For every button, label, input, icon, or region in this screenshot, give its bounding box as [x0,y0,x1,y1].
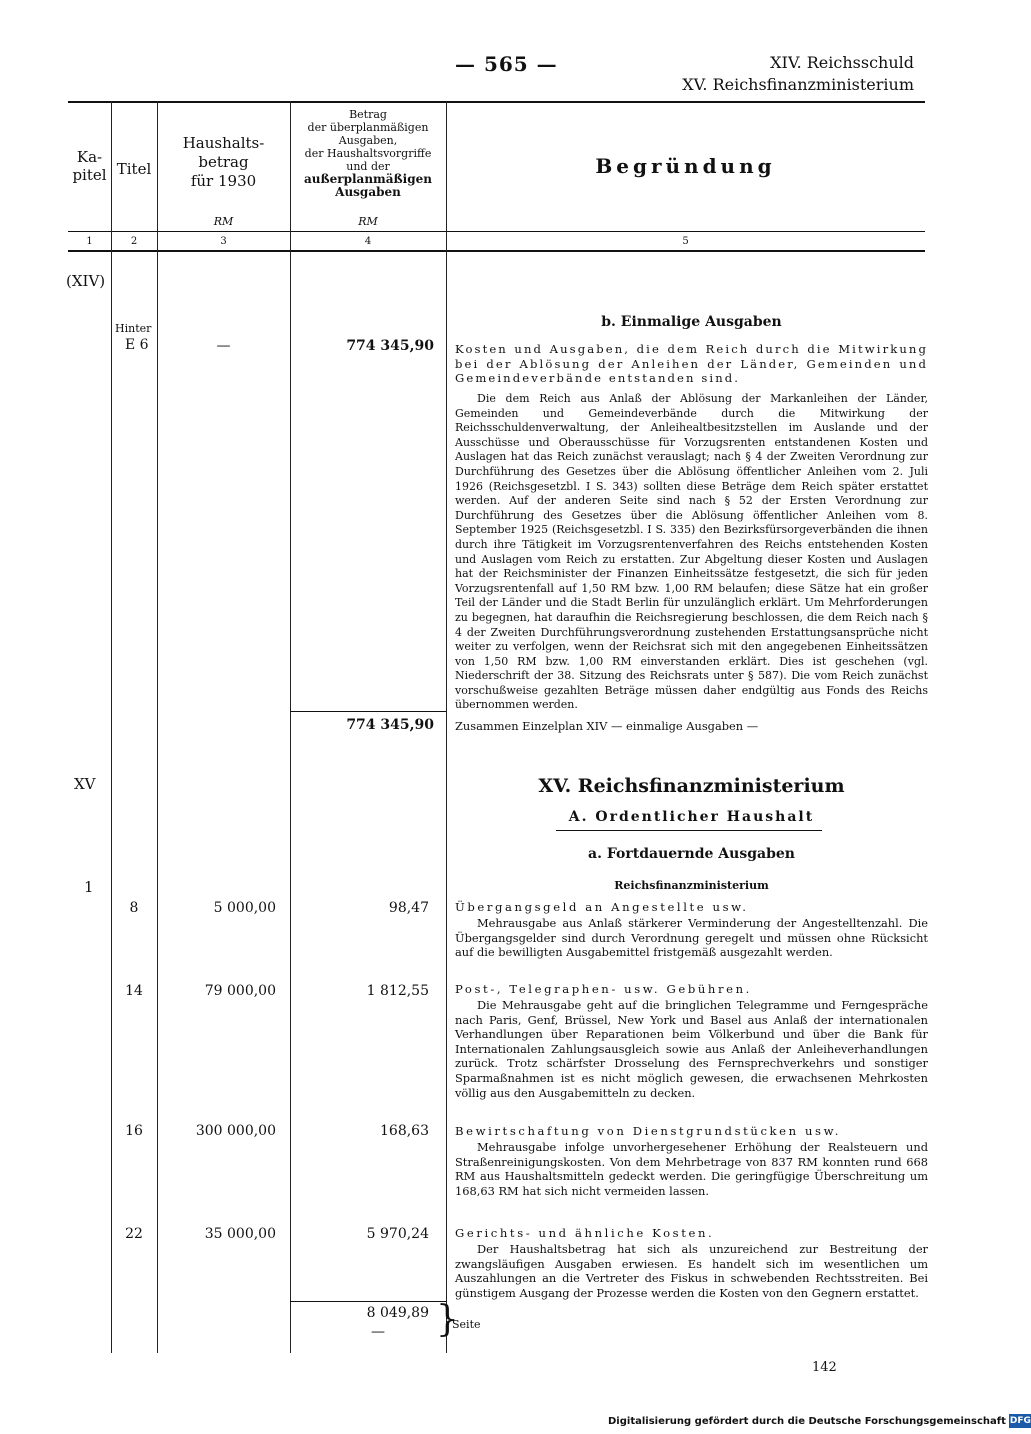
header-chapter-xv: XV. Reichsfinanzministerium [682,75,914,94]
header-bottom-rule [68,231,925,232]
col-header-haushaltsbetrag: Haushalts- betrag für 1930 [182,134,265,190]
sub2-fortdauernde: a. Fortdauernde Ausgaben [588,846,795,862]
row-16-betrag: 300 000,00 [195,1123,276,1139]
titel-e6: E 6 [125,337,149,353]
row-22-lead: Gerichts- und ähnliche Kosten. [455,1226,715,1240]
col-header-titel: Titel [116,160,152,178]
row-16-amount: 168,63 [380,1123,429,1139]
col-header-betrag-unit: RM [358,215,378,228]
row-22-amount: 5 970,24 [366,1226,429,1242]
row-16-lead: Bewirtschaftung von Dienstgrundstücken usw. [455,1124,842,1138]
row-8-lead: Übergangsgeld an Angestellte usw. [455,900,749,914]
row-22-betrag: 35 000,00 [204,1226,276,1242]
page-count: 142 [812,1360,837,1375]
col-divider-2 [157,101,158,1353]
dfg-credit [608,1414,1031,1428]
dfg-logo: DFG [1009,1416,1031,1426]
row-14-titel: 14 [125,983,143,999]
top-rule [68,101,925,103]
col-header-betrag: Betrag der überplanmäßigen Ausgaben, der Haushaltsvorgriffe und der [304,108,432,173]
kapitel-xiv: (XIV) [66,272,106,290]
row-14-body: Die Mehrausgabe geht auf die bringlichen Telegramme und Ferngespräche nach Paris, Genf, Brüssel, New York und Basel aus Anlaß der internationalen Verhandlungen über Reparationen beim Völkerbund und über die Bank für Internationalen Zahlungsausgleich sowie aus Anlaß der Anleiheverhandlungen zurück. Trotz schärfster Drosselung des Fernsprechverkehrs und sonstiger Sparmaßnahmen ist es nicht möglich gewesen, die erwachsenen Mehrkosten völlig aus den Ausgabemitteln zu decken. [455,998,928,1100]
total-rule-xiv [290,711,446,712]
subtotal-dash: — [371,1324,385,1340]
col-number-1: 1 [86,236,93,247]
col-divider-1 [111,101,112,1353]
row-16-body: Mehrausgabe infolge unvorhergesehener Erhöhung der Realsteuern und Straßenreinigungskosten. Von dem Mehrbetrage von 837 RM konnten rund 668 RM aus Haushaltsmitteln gedeckt werden. Die geringfügige Überschreitung um 168,63 RM hat sich nicht vermeiden lassen. [455,1140,928,1198]
col-number-2: 2 [130,236,138,247]
row-14-lead: Post-, Telegraphen- usw. Gebühren. [455,982,752,996]
amount-xiv: 774 345,90 [346,338,434,354]
sub3-reichsfinanzministerium: Reichsfinanzministerium [614,879,769,892]
kapitel-1: 1 [84,878,94,896]
subtotal-rule [290,1301,446,1302]
col-number-5: 5 [682,236,689,247]
subtitle-underline [556,830,822,831]
col-number-4: 4 [364,236,372,247]
row-8-amount: 98,47 [388,900,429,916]
row-8-body: Mehrausgabe aus Anlaß stärkerer Verminderung der Angestelltenzahl. Die Übergangsgelder sind durch Verordnung geregelt und müssen ohne Rücksicht auf die bewilligten Ausgabemittel fristgemäß ausgezahlt werden. [455,916,928,960]
row-8-titel: 8 [129,900,139,916]
credit-text: Digitalisierung gefördert durch die Deutsche Forschungsgemeinschaft [608,1416,1006,1427]
row-22-body: Der Haushaltsbetrag hat sich als unzureichend zur Bestreitung der zwangsläufigen Ausgaben erwiesen. Es handelt sich im wesentlichen um Auszahlungen an die Vertreter des Fiskus in schwebenden Rechtsstreiten. Bei günstigem Ausgang der Prozesse werden die Kosten von den Gegnern erstattet. [455,1242,928,1300]
colnum-rule [68,250,925,252]
row-8-betrag: 5 000,00 [213,900,276,916]
brace-icon: } [436,1299,459,1340]
col-number-3: 3 [220,236,227,247]
subtitle-ordentlicher-haushalt: A. Ordentlicher Haushalt [568,809,815,825]
row-14-betrag: 79 000,00 [204,983,276,999]
row-22-titel: 22 [125,1226,143,1242]
header-chapter-xiv: XIV. Reichsschuld [770,53,914,72]
col-divider-4 [446,101,447,1353]
col-header-betrag-bold: außerplanmäßigen Ausgaben [304,172,432,199]
row-16-titel: 16 [125,1123,143,1139]
body-xiv: Die dem Reich aus Anlaß der Ablösung der Markanleihen der Länder, Gemeinden und Gemeindeverbände durch die Mitwirkung der Reichsschuldenverwaltung, der Anleihealtbesitzstellen im Auslande und der Ausschüsse und Oberausschüsse für Vorzugsrenten entstandenen Kosten und Auslagen hat das Reich zunächst verauslagt; nach § 4 der Zweiten Verordnung zur Durchführung des Gesetzes über die Ablösung öffentlicher Anleihen vom 2. Juli 1926 (Reichsgesetzbl. I S. 343) sollten diese Beträge dem Reich später erstattet werden. Auf der anderen Seite sind nach § 52 der Ersten Verordnung zur Durchführung des Gesetzes über die Ablösung öffentlicher Anleihen vom 8. September 1925 (Reichsgesetzbl. I S. 335) den Bezirksfürsorgeverbänden die ihnen durch ihre Tätigkeit im Vorzugsrentenverfahren des Reichs entstehenden Kosten und Auslagen vom Reich zu erstatten. Zur Abgeltung dieser Kosten und Auslagen hat der Reichsminister der Finanzen Einheitssätze festgesetzt, die sich für jeden Vorzugsrentenfall auf 1,50 RM bzw. 1,00 RM belaufen; diese Sätze hat ein großer Teil der Länder und die Stadt Berlin für unzulänglich erklärt. Um Mehrforderungen zu begegnen, hat daraufhin die Reichsregierung beschlossen, die dem Reich nach § 4 der Zweiten Durchführungsverordnung zustehenden Erstattungsansprüche nicht weiter zu verfolgen, wenn der Reichsrat sich mit den angegebenen Einheitssätzen von 1,50 RM bzw. 1,00 RM einverstanden erklärt. Dies ist geschehen (vgl. Niederschrift der 38. Sitzung des Reichsrats unter § 587). Die vom Reich zunächst vorschußweise gezahlten Beträge müssen daher endgültig aus Fonds des Reichs übernommen werden. [455,392,928,712]
col-header-begruendung: Begründung [595,154,776,178]
kapitel-xv: XV [74,775,96,793]
row-14-amount: 1 812,55 [366,983,429,999]
seite-label: Seite [452,1318,481,1331]
total-label-xiv: Zusammen Einzelplan XIV — einmalige Ausgaben — [455,719,759,733]
titel-hinter: Hinter [115,322,152,335]
betrag-dash: — [216,338,231,354]
col-header-haushaltsbetrag-unit: RM [213,215,234,228]
page-number: — 565 — [455,52,558,76]
lead-xiv: Kosten und Ausgaben, die dem Reich durch die Mitwirkung bei der Ablösung der Anleihen der Länder, Gemeinden und Gemeindeverbände entstanden sind. [455,342,928,386]
title-xv: XV. Reichsfinanzministerium [538,775,845,797]
col-header-kapitel: Ka- pitel [72,148,107,184]
subtotal-amount: 8 049,89 [366,1305,429,1321]
total-xiv: 774 345,90 [346,717,434,733]
heading-einmalige-ausgaben: b. Einmalige Ausgaben [601,314,782,330]
